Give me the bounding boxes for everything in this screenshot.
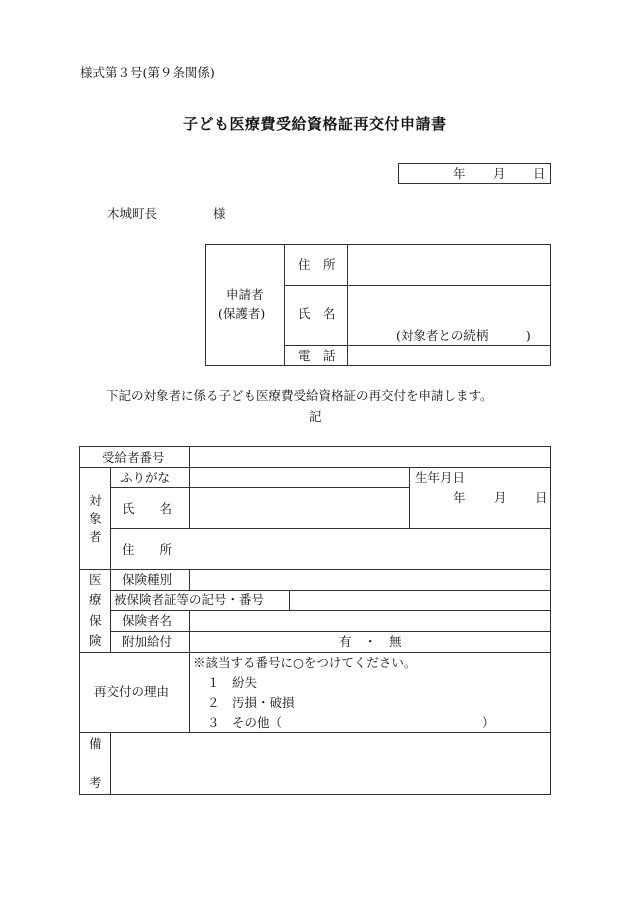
subject-char-3: 者: [89, 529, 102, 544]
insurance-type-label: 保険種別: [122, 572, 173, 587]
additional-benefit-label: 附加給付: [122, 634, 173, 649]
applicant-table: [205, 244, 551, 366]
form-number: 様式第３号(第９条関係): [80, 65, 215, 80]
applicant-phone-label: 電 話: [298, 348, 336, 363]
remarks-char-2: 考: [89, 775, 102, 790]
recipient-number-field[interactable]: [190, 447, 550, 467]
reason-option-2[interactable]: ２ 汚損・破損: [207, 695, 295, 710]
furigana-field[interactable]: [190, 468, 409, 487]
insurance-type-field[interactable]: [190, 570, 550, 590]
reason-label: 再交付の理由: [94, 684, 170, 699]
insurer-name-field[interactable]: [190, 611, 550, 631]
subject-name-label: 氏 名: [122, 501, 173, 516]
birthdate-label: 生年月日: [415, 470, 466, 485]
applicant-label: 申請者: [226, 287, 264, 302]
additional-benefit-options[interactable]: 有 ・ 無: [339, 634, 402, 649]
subject-address-label: 住 所: [122, 542, 173, 557]
applicant-address-label: 住 所: [298, 257, 336, 272]
main-table: [79, 446, 551, 795]
remarks-field[interactable]: [111, 733, 550, 794]
birth-year: 年: [453, 490, 466, 505]
ki-mark: 記: [309, 409, 322, 424]
addressee-honorific: 様: [213, 206, 226, 221]
guardian-label: (保護者): [218, 306, 266, 321]
reason-option-1[interactable]: １ 紛失: [207, 675, 258, 690]
date-month: 月: [493, 166, 506, 181]
applicant-address-field[interactable]: [348, 245, 550, 285]
insurance-char-2: 療: [89, 592, 102, 607]
date-year: 年: [453, 166, 466, 181]
relation-note: (対象者との続柄 ): [396, 328, 531, 343]
applicant-name-label: 氏 名: [298, 306, 336, 321]
applicant-phone-field[interactable]: [348, 346, 550, 365]
insurer-name-label: 保険者名: [122, 613, 173, 628]
page-title: 子ども医療費受給資格証再交付申請書: [183, 115, 447, 133]
birth-day: 日: [535, 490, 548, 505]
recipient-number-label: 受給者番号: [102, 450, 165, 465]
birthdate-field[interactable]: [410, 468, 550, 528]
remarks-char-1: 備: [89, 736, 102, 751]
date-day: 日: [533, 166, 546, 181]
addressee-name: 木城町長: [107, 206, 158, 221]
statement: 下記の対象者に係る子ども医療費受給資格証の再交付を申請します。: [106, 388, 493, 403]
subject-address-field[interactable]: [190, 529, 550, 569]
subject-char-2: 象: [89, 511, 102, 526]
birth-month: 月: [494, 490, 507, 505]
subject-char-1: 対: [89, 493, 102, 508]
insurance-char-4: 険: [89, 633, 102, 648]
furigana-label: ふりがな: [120, 470, 171, 485]
insured-number-label: 被保険者証等の記号・番号: [114, 592, 265, 607]
reason-option-3[interactable]: ３ その他（ ）: [207, 715, 495, 730]
insurance-char-1: 医: [89, 572, 102, 587]
reason-instruction: ※該当する番号に○をつけてください。: [193, 655, 417, 670]
insurance-char-3: 保: [89, 613, 102, 628]
subject-name-field[interactable]: [190, 488, 409, 528]
date-box[interactable]: [398, 163, 551, 184]
insured-number-field[interactable]: [290, 591, 550, 610]
